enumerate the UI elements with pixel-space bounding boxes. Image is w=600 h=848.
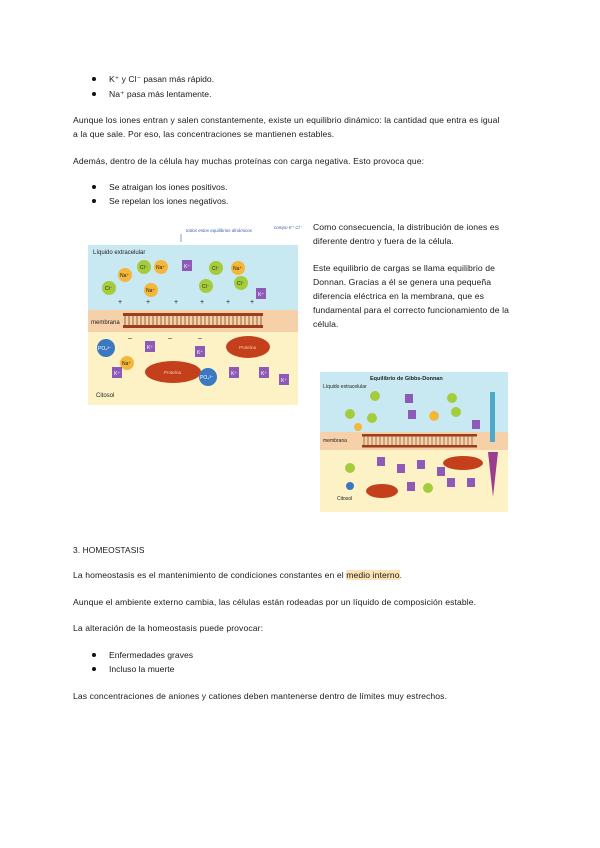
ion-k [112, 367, 122, 378]
paragraph-line: a la que sale. Por eso, las concentraciones se mantienen estables. [73, 129, 335, 139]
cytosol-label: Citosol [96, 393, 115, 399]
ion-cl [137, 260, 151, 274]
minus-sign: – [168, 335, 172, 342]
svg-text:K⁺: K⁺ [281, 378, 287, 384]
svg-text:PO₄³⁻: PO₄³⁻ [200, 375, 214, 381]
right-paragraph-line: diferente dentro y fuera de la célula. [313, 236, 454, 246]
ion-cl [234, 276, 248, 290]
ion-na [154, 260, 168, 274]
svg-text:K⁺: K⁺ [258, 292, 264, 298]
ion-cl [199, 279, 213, 293]
ion-phosphate [346, 482, 354, 490]
minus-sign: – [128, 335, 132, 342]
right-paragraph-line: diferencia eléctrica en la membrana, que es [313, 291, 485, 301]
text-span: La homeostasis es el mantenimiento de condiciones constantes en el [73, 570, 347, 580]
ion-cl [367, 413, 377, 423]
ion-na [354, 423, 362, 431]
svg-text:PO₄³⁻: PO₄³⁻ [98, 346, 112, 352]
text-span: . [399, 570, 403, 580]
svg-text:Na⁺: Na⁺ [122, 361, 132, 367]
ion-k [472, 420, 480, 429]
ion-k [417, 460, 425, 469]
svg-text:Na⁺: Na⁺ [233, 266, 243, 272]
svg-text:K⁺: K⁺ [231, 371, 237, 377]
ion-na [120, 356, 134, 370]
ion-cl [451, 407, 461, 417]
donnan-diagram-annotated [88, 220, 303, 405]
right-paragraph-line: Este equilibrio de cargas se llama equilibrio de [313, 263, 496, 273]
ion-k [407, 482, 415, 491]
svg-text:Cl⁻: Cl⁻ [212, 266, 220, 272]
ion-k [377, 457, 385, 466]
paragraph: La alteración de la homeostasis puede provocar: [73, 623, 264, 633]
ion-na [429, 411, 439, 421]
ion-k [397, 464, 405, 473]
right-paragraph-line: Como consecuencia, la distribución de iones es [313, 222, 500, 232]
ion-cl [345, 409, 355, 419]
extracellular-label: Líquido extracelular [93, 250, 146, 256]
minus-sign: – [198, 335, 202, 342]
right-paragraph-line: fundamental para el correcto funcionamiento de la [313, 305, 509, 315]
ion-k [405, 394, 413, 403]
membrane-label: membrana [323, 438, 347, 444]
ion-na [144, 283, 158, 297]
paragraph: Además, dentro de la célula hay muchas proteínas con carga negativa. Esto provoca que: [73, 156, 425, 166]
svg-text:K⁺: K⁺ [261, 371, 267, 377]
plus-sign: + [146, 299, 151, 306]
gibbs-donnan-diagram [320, 372, 508, 512]
svg-text:K⁺: K⁺ [197, 350, 203, 356]
svg-text:Proteína: Proteína [164, 370, 182, 375]
right-paragraph-line: célula. [313, 319, 339, 329]
svg-text:Cl⁻: Cl⁻ [105, 286, 113, 292]
ion-cl [447, 393, 457, 403]
ion-k [229, 367, 239, 378]
paragraph: Las concentraciones de aniones y cationes deben mantenerse dentro de límites muy estrechos. [73, 691, 448, 701]
svg-text:K⁺: K⁺ [114, 371, 120, 377]
ion-k [195, 346, 205, 357]
protein [443, 456, 483, 470]
ion-k [447, 478, 455, 487]
ion-na [231, 261, 245, 275]
ion-na [118, 268, 132, 282]
protein [226, 336, 270, 358]
ion-cl [102, 281, 116, 295]
plus-sign: + [118, 299, 123, 306]
plus-sign: + [250, 299, 255, 306]
plus-sign: + [226, 299, 231, 306]
ion-k [256, 288, 266, 299]
section-heading: 3. HOMEOSTASIS [73, 545, 145, 555]
ion-cl [345, 463, 355, 473]
svg-text:K⁺: K⁺ [184, 264, 190, 270]
membrane-label: membrana [91, 320, 120, 326]
paragraph-line: Aunque los iones entran y salen constantemente, existe un equilibrio dinámico: la cantidad que entra es igual [73, 115, 500, 125]
svg-text:Cl⁻: Cl⁻ [140, 265, 148, 271]
ion-k [259, 367, 269, 378]
svg-text:Na⁺: Na⁺ [120, 273, 130, 279]
svg-text:Proteína: Proteína [239, 345, 257, 350]
plus-sign: + [200, 299, 205, 306]
ion-cl [209, 261, 223, 275]
cytosol-label: Citosol [337, 496, 353, 502]
handwritten-note: todos estos equilibrios dinámicos [186, 228, 253, 233]
ion-cl [423, 483, 433, 493]
paragraph [73, 568, 402, 582]
ion-k [408, 410, 416, 419]
ion-k [279, 374, 289, 385]
extracellular-label: Líquido extracelular [323, 384, 367, 390]
paragraph: Aunque el ambiente externo cambia, las células están rodeadas por un líquido de composición estable. [73, 597, 477, 607]
plus-sign: + [174, 299, 179, 306]
ion-cl [370, 391, 380, 401]
svg-text:Cl⁻: Cl⁻ [237, 281, 245, 287]
ion-phosphate [97, 339, 115, 357]
gradient-bar [490, 392, 495, 442]
svg-text:Na⁺: Na⁺ [146, 288, 156, 294]
figure-title: Equilibrio de Gibbs-Donnan [370, 376, 443, 382]
ion-phosphate [199, 368, 217, 386]
svg-text:K⁺: K⁺ [147, 345, 153, 351]
svg-text:Cl⁻: Cl⁻ [202, 284, 210, 290]
protein [145, 361, 201, 383]
highlighted-term: medio interno [346, 570, 400, 580]
right-paragraph-line: Donnan. Gracias a él se genera una pequeña [313, 277, 492, 287]
ion-k [145, 341, 155, 352]
protein [366, 484, 398, 498]
ion-k [437, 467, 445, 476]
ion-k [467, 478, 475, 487]
svg-text:Na⁺: Na⁺ [156, 265, 166, 271]
ion-k [182, 260, 192, 271]
handwritten-note-2: compo K⁺ Cl⁻ [274, 225, 303, 230]
